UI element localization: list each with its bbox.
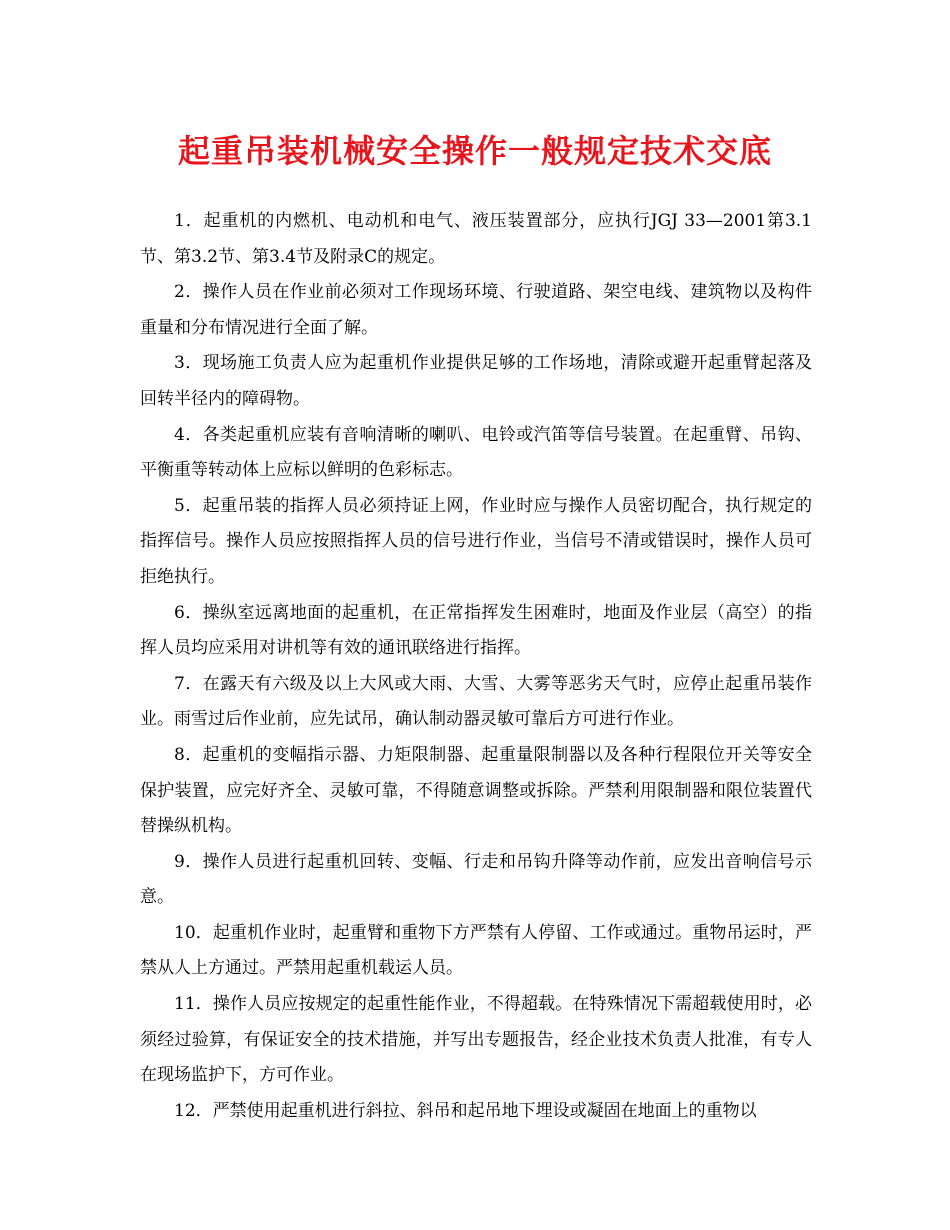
paragraph-1: 1．起重机的内燃机、电动机和电气、液压装置部分，应执行JGJ 33—2001第3.1节、第3.2节、第3.4节及附录C的规定。 [140,211,812,267]
paragraph-6: 6．操纵室远离地面的起重机，在正常指挥发生困难时，地面及作业层（高空）的指挥人员均应采用对讲机等有效的通讯联络进行指挥。 [140,602,812,659]
paragraph-8: 8．起重机的变幅指示器、力矩限制器、起重量限制器以及各种行程限位开关等安全保护装置，应完好齐全、灵敏可靠，不得随意调整或拆除。严禁利用限制器和限位装置代替操纵机构。 [140,744,812,837]
document-body [140,204,812,1129]
paragraph-9: 9．操作人员进行起重机回转、变幅、行走和吊钩升降等动作前，应发出音响信号示意。 [140,851,812,908]
paragraph-12: 12．严禁使用起重机进行斜拉、斜吊和起吊地下埋设或凝固在地面上的重物以 [174,1100,757,1121]
paragraph-11: 11．操作人员应按规定的起重性能作业，不得超载。在特殊情况下需超载使用时，必须经过验算，有保证安全的技术措施，并写出专题报告，经企业技术负责人批准，有专人在现场监护下，方可作业。 [140,994,812,1086]
paragraph-4: 4．各类起重机应装有音响清晰的喇叭、电铃或汽笛等信号装置。在起重臂、吊钩、平衡重等转动体上应标以鲜明的色彩标志。 [140,424,812,481]
paragraph-3: 3．现场施工负责人应为起重机作业提供足够的工作场地，清除或避开起重臂起落及回转半径内的障碍物。 [140,353,812,409]
paragraph-2: 2．操作人员在作业前必须对工作现场环境、行驶道路、架空电线、建筑物以及构件重量和分布情况进行全面了解。 [140,282,812,338]
paragraph-5: 5．起重吊装的指挥人员必须持证上网，作业时应与操作人员密切配合，执行规定的指挥信号。操作人员应按照指挥人员的信号进行作业，当信号不清或错误时，操作人员可拒绝执行。 [140,495,812,587]
paragraph-10: 10．起重机作业时，起重臂和重物下方严禁有人停留、工作或通过。重物吊运时，严禁从人上方通过。严禁用起重机载运人员。 [140,922,812,979]
document-title: 起重吊装机械安全操作一般规定技术交底 [177,132,772,170]
paragraph-7: 7．在露天有六级及以上大风或大雨、大雪、大雾等恶劣天气时，应停止起重吊装作业。雨雪过后作业前，应先试吊，确认制动器灵敏可靠后方可进行作业。 [140,673,812,730]
